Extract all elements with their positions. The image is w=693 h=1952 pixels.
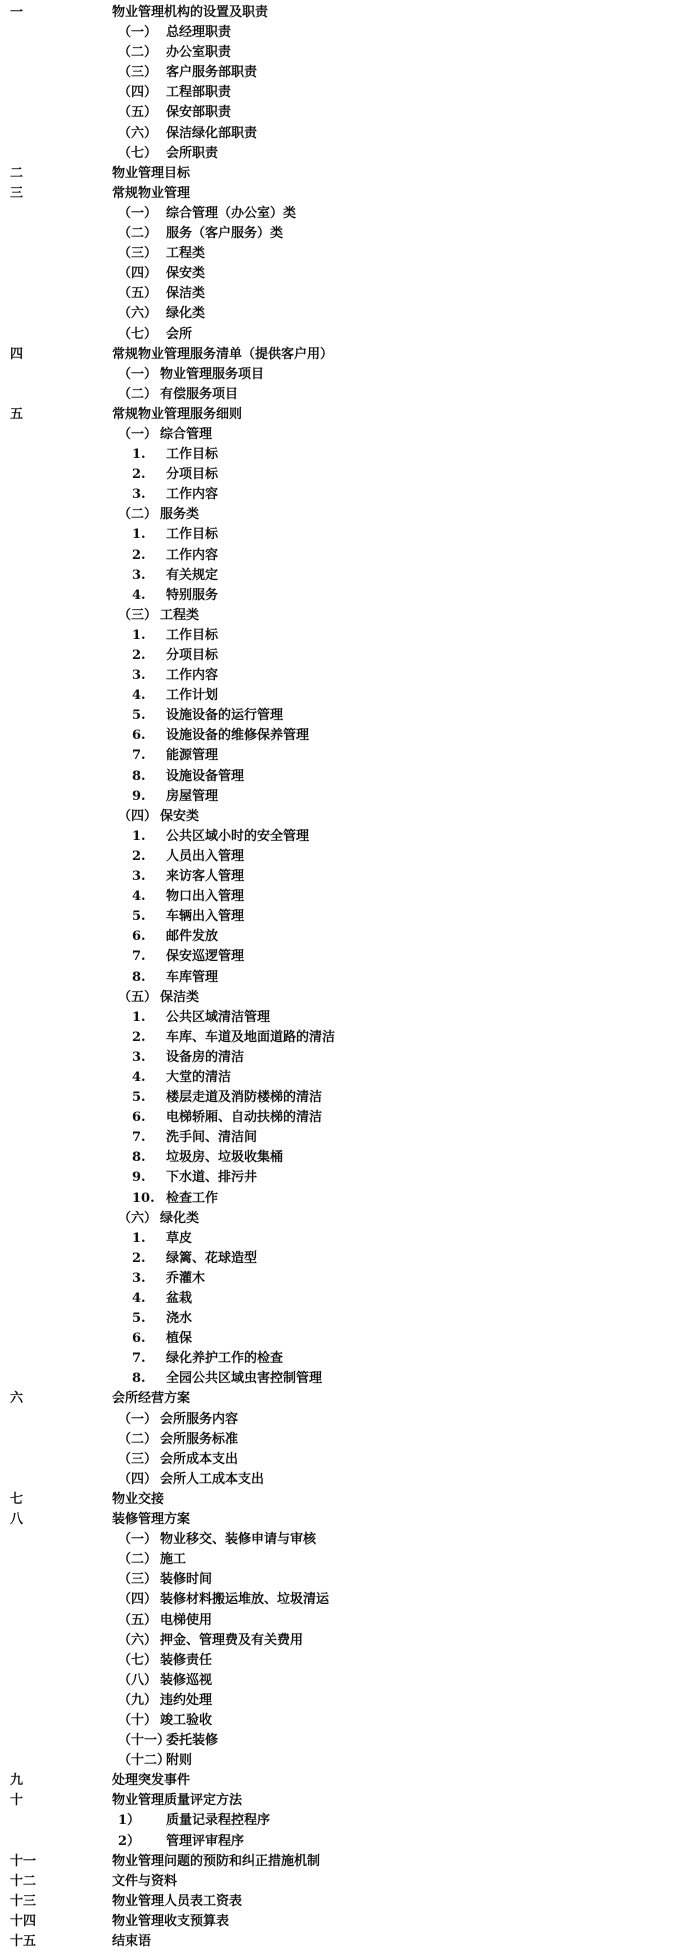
- toc-entry-number: 6.: [132, 929, 146, 945]
- toc-entry: [0, 3, 693, 23]
- toc-entry-title: 总经理职责: [166, 25, 232, 41]
- toc-entry: [0, 1510, 693, 1530]
- toc-entry: [0, 1450, 693, 1470]
- toc-entry: [0, 1490, 693, 1510]
- toc-entry-title: 客户服务部职责: [166, 65, 258, 81]
- toc-entry-number: 2.: [132, 547, 146, 563]
- toc-entry-number: （一）: [118, 205, 158, 221]
- toc-entry-title: 盆栽: [166, 1291, 193, 1306]
- toc-entry-number: （二）: [118, 386, 158, 402]
- toc-entry-title: 保洁绿化部职责: [166, 125, 258, 141]
- toc-entry-number: 七: [10, 1491, 24, 1507]
- toc-entry: [0, 1671, 693, 1691]
- toc-entry: [0, 63, 693, 83]
- toc-entry-title: 物业管理问题的预防和纠正措施机制: [112, 1853, 321, 1869]
- toc-entry-number: （三）: [118, 607, 158, 623]
- toc-entry-number: （十）: [118, 1712, 158, 1728]
- toc-entry-title: 会所人工成本支出: [160, 1471, 265, 1487]
- toc-entry-title: 工作目标: [166, 627, 219, 643]
- toc-entry-number: 2.: [132, 1029, 146, 1045]
- toc-entry-number: 8.: [132, 969, 146, 985]
- toc-entry: [0, 1430, 693, 1450]
- toc-entry: [0, 827, 693, 847]
- toc-entry-title: 植保: [166, 1331, 193, 1347]
- toc-entry-number: 4.: [132, 587, 146, 603]
- toc-entry: [0, 1068, 693, 1088]
- toc-entry-number: 3.: [132, 1270, 146, 1286]
- toc-entry: [0, 485, 693, 505]
- toc-entry: [0, 124, 693, 144]
- toc-entry-title: 工作内容: [166, 487, 219, 503]
- toc-entry-title: 浇水: [166, 1311, 193, 1327]
- toc-entry-number: （四）: [118, 808, 158, 824]
- toc-entry-title: 物业管理人员表工资表: [112, 1893, 243, 1909]
- toc-entry-title: 下水道、排污井: [166, 1170, 258, 1186]
- toc-entry-number: （六）: [118, 306, 158, 322]
- toc-entry-title: 车辆出入管理: [166, 909, 245, 925]
- toc-entry: [0, 726, 693, 746]
- toc-entry-number: （六）: [118, 1632, 158, 1648]
- toc-entry: [0, 1249, 693, 1269]
- toc-entry-title: 会所服务内容: [160, 1411, 239, 1427]
- toc-entry: [0, 405, 693, 425]
- toc-entry-number: （一）: [118, 426, 158, 442]
- toc-entry-title: 施工: [160, 1552, 187, 1568]
- toc-entry-title: 物业管理收支预算表: [112, 1913, 230, 1929]
- toc-entry-title: 综合管理: [160, 426, 213, 442]
- toc-entry: [0, 164, 693, 184]
- toc-entry-number: 一: [10, 5, 24, 20]
- toc-entry-title: 绿化类: [166, 306, 206, 322]
- toc-entry-title: 电梯轿厢、自动扶梯的清洁: [166, 1110, 323, 1126]
- toc-entry-title: 电梯使用: [160, 1612, 213, 1628]
- toc-entry-title: 管理评审程序: [166, 1833, 245, 1849]
- toc-entry-number: 四: [10, 346, 24, 362]
- toc-entry-title: 装修时间: [160, 1572, 213, 1588]
- toc-entry-title: 服务（客户服务）类: [166, 226, 284, 242]
- toc-entry-title: 保安类: [160, 808, 200, 824]
- toc-entry: [0, 1691, 693, 1711]
- toc-entry-title: 会所: [166, 326, 193, 342]
- toc-entry-title: 物业移交、装修申请与审核: [160, 1532, 317, 1548]
- toc-entry-number: 6.: [132, 1110, 146, 1126]
- toc-entry-number: （四）: [118, 1471, 158, 1487]
- toc-entry-title: 绿化类: [160, 1210, 200, 1226]
- toc-entry: [0, 787, 693, 807]
- toc-entry-title: 能源管理: [166, 748, 219, 764]
- toc-entry: [0, 907, 693, 927]
- toc-entry-number: （四）: [118, 266, 158, 282]
- toc-entry: [0, 1731, 693, 1751]
- toc-entry-title: 设备房的清洁: [166, 1049, 245, 1065]
- toc-entry: [0, 1410, 693, 1430]
- toc-entry-number: （三）: [118, 1451, 158, 1467]
- toc-entry-number: 5.: [132, 909, 146, 925]
- toc-entry: [0, 505, 693, 525]
- toc-entry-number: 十一: [10, 1853, 37, 1869]
- toc-entry-title: 保洁类: [166, 286, 206, 302]
- toc-entry-title: 工作目标: [166, 527, 219, 543]
- toc-entry-number: （五）: [118, 989, 158, 1005]
- toc-entry-number: 4.: [132, 1069, 146, 1085]
- toc-entry: [0, 706, 693, 726]
- toc-entry-title: 人员出入管理: [166, 848, 245, 864]
- toc-entry: [0, 847, 693, 867]
- toc-entry-number: （三）: [118, 65, 158, 81]
- toc-entry-number: 3.: [132, 869, 146, 885]
- toc-entry: [0, 284, 693, 304]
- toc-entry: [0, 666, 693, 686]
- toc-entry-number: 8.: [132, 768, 146, 784]
- toc-entry-number: 1.: [132, 527, 146, 543]
- toc-entry-number: （三）: [118, 1572, 158, 1588]
- toc-entry-number: 2.: [132, 848, 146, 864]
- toc-entry-number: 3.: [132, 487, 146, 503]
- toc-entry-number: （五）: [118, 286, 158, 302]
- toc-entry-number: 十二: [10, 1873, 37, 1889]
- toc-entry-title: 押金、管理费及有关费用: [160, 1632, 304, 1648]
- toc-entry-number: （八）: [118, 1672, 158, 1688]
- toc-entry-number: （一）: [118, 366, 158, 382]
- toc-entry: [0, 1590, 693, 1610]
- toc-entry: [0, 1269, 693, 1289]
- toc-entry: [0, 1791, 693, 1811]
- toc-entry: [0, 1229, 693, 1249]
- toc-entry-number: 3.: [132, 567, 146, 583]
- toc-entry-number: 5.: [132, 708, 146, 724]
- toc-entry-title: 公共区域清洁管理: [166, 1009, 271, 1025]
- toc-entry-number: 2）: [118, 1833, 141, 1849]
- toc-entry-title: 车库管理: [166, 969, 219, 985]
- toc-entry-title: 绿篱、花球造型: [166, 1250, 258, 1266]
- toc-entry: [0, 566, 693, 586]
- toc-entry-number: （十一）: [118, 1733, 171, 1749]
- toc-entry-title: 会所服务标准: [160, 1431, 239, 1447]
- toc-entry: [0, 1108, 693, 1128]
- toc-entry-number: 5.: [132, 1311, 146, 1327]
- toc-entry-number: 1.: [132, 828, 146, 844]
- toc-entry-title: 有偿服务项目: [160, 386, 239, 402]
- toc-entry-number: （二）: [118, 1431, 158, 1447]
- toc-entry-number: 9.: [132, 788, 146, 804]
- toc-entry-number: （六）: [118, 1210, 158, 1226]
- toc-entry-title: 保安类: [166, 266, 206, 282]
- toc-entry: [0, 586, 693, 606]
- toc-entry-title: 物业管理目标: [112, 165, 191, 181]
- toc-entry-number: 5.: [132, 1090, 146, 1106]
- toc-entry: [0, 1872, 693, 1892]
- toc-entry-title: 来访客人管理: [166, 869, 245, 885]
- toc-entry-title: 会所职责: [166, 145, 219, 161]
- toc-entry-number: 7.: [132, 748, 146, 764]
- toc-entry-number: 九: [10, 1773, 24, 1789]
- toc-entry-title: 物业管理质量评定方法: [112, 1793, 243, 1809]
- toc-entry: [0, 1550, 693, 1570]
- toc-entry-title: 公共区域小时的安全管理: [166, 828, 310, 844]
- toc-entry-number: 6.: [132, 728, 146, 744]
- toc-entry: [0, 767, 693, 787]
- toc-entry-title: 邮件发放: [166, 929, 219, 945]
- toc-entry-number: （七）: [118, 145, 158, 161]
- toc-entry: [0, 1751, 693, 1771]
- toc-entry-title: 常规物业管理: [112, 185, 191, 201]
- toc-entry: [0, 43, 693, 63]
- toc-entry: [0, 1711, 693, 1731]
- toc-entry-title: 附则: [166, 1753, 193, 1769]
- toc-entry-title: 物业交接: [112, 1491, 165, 1507]
- toc-entry-number: 2.: [132, 648, 146, 663]
- toc-entry-title: 委托装修: [166, 1733, 219, 1749]
- toc-entry-title: 常规物业管理服务细则: [112, 406, 243, 422]
- toc-entry: [0, 1289, 693, 1309]
- toc-entry-title: 装修材料搬运堆放、垃圾清运: [160, 1592, 330, 1608]
- toc-entry: [0, 1349, 693, 1369]
- toc-entry-number: 6.: [132, 1331, 146, 1347]
- toc-entry-title: 房屋管理: [166, 788, 219, 804]
- toc-entry-title: 物业管理服务项目: [160, 366, 265, 382]
- toc-entry: [0, 365, 693, 385]
- toc-entry-number: 三: [10, 185, 24, 201]
- toc-entry: [0, 1631, 693, 1651]
- toc-entry: [0, 1028, 693, 1048]
- toc-entry: [0, 325, 693, 345]
- toc-entry-title: 竣工验收: [160, 1712, 213, 1728]
- toc-entry-title: 设施设备管理: [166, 768, 245, 784]
- toc-entry: [0, 1309, 693, 1329]
- toc-entry: [0, 1611, 693, 1631]
- toc-entry: [0, 626, 693, 646]
- toc-entry: [0, 546, 693, 566]
- toc-entry: [0, 224, 693, 244]
- toc-entry-title: 物业管理机构的设置及职责: [112, 5, 269, 20]
- toc-entry-number: 八: [10, 1512, 24, 1528]
- toc-entry: [0, 887, 693, 907]
- toc-entry: [0, 1771, 693, 1791]
- toc-entry: [0, 264, 693, 284]
- toc-entry-number: （三）: [118, 246, 158, 262]
- toc-entry-title: 保安部职责: [166, 105, 232, 121]
- toc-entry-number: 4.: [132, 688, 146, 704]
- toc-entry-number: 十: [10, 1793, 24, 1809]
- toc-entry: [0, 988, 693, 1008]
- toc-entry-number: （九）: [118, 1692, 158, 1708]
- toc-entry: [0, 103, 693, 123]
- toc-entry-title: 文件与资料: [112, 1873, 178, 1889]
- toc-entry-title: 检查工作: [166, 1190, 219, 1206]
- toc-entry: [0, 1048, 693, 1068]
- toc-entry-number: （七）: [118, 1652, 158, 1668]
- toc-entry-number: 十四: [10, 1913, 37, 1929]
- toc-entry-title: 质量记录程控程序: [166, 1813, 271, 1829]
- toc-entry: [0, 465, 693, 485]
- toc-entry-title: 车库、车道及地面道路的清洁: [166, 1029, 336, 1045]
- toc-entry-title: 特别服务: [166, 587, 219, 603]
- toc-entry-number: 1.: [132, 1009, 146, 1025]
- table-of-contents: [0, 3, 693, 1952]
- toc-entry: [0, 867, 693, 887]
- toc-entry: [0, 1209, 693, 1229]
- toc-entry: [0, 445, 693, 465]
- toc-entry-title: 服务类: [160, 507, 200, 523]
- toc-entry: [0, 1008, 693, 1028]
- toc-entry-title: 会所经营方案: [112, 1391, 191, 1407]
- toc-entry-number: 五: [10, 406, 24, 422]
- toc-entry: [0, 947, 693, 967]
- toc-entry-number: 7.: [132, 949, 146, 965]
- toc-entry-title: 设施设备的运行管理: [166, 708, 284, 724]
- toc-entry: [0, 1148, 693, 1168]
- toc-entry: [0, 1470, 693, 1490]
- toc-entry-number: （二）: [118, 226, 158, 242]
- toc-entry-title: 工作内容: [166, 547, 219, 563]
- toc-entry: [0, 1088, 693, 1108]
- toc-entry: [0, 1811, 693, 1831]
- toc-entry: [0, 1189, 693, 1209]
- toc-entry-number: 3.: [132, 668, 146, 684]
- toc-entry-title: 装修巡视: [160, 1672, 213, 1688]
- toc-entry-number: （二）: [118, 1552, 158, 1568]
- toc-entry-title: 违约处理: [160, 1692, 213, 1708]
- toc-entry: [0, 1912, 693, 1932]
- toc-entry: [0, 646, 693, 666]
- toc-entry: [0, 345, 693, 365]
- toc-entry-number: 3.: [132, 1049, 146, 1065]
- toc-entry-number: 2.: [132, 467, 146, 483]
- toc-entry-title: 草皮: [166, 1230, 193, 1246]
- toc-entry-number: （一）: [118, 1411, 158, 1427]
- toc-entry-title: 乔灌木: [166, 1270, 206, 1286]
- toc-entry-number: 4.: [132, 1291, 146, 1306]
- toc-entry-number: （一）: [118, 25, 158, 41]
- toc-entry-title: 处理突发事件: [112, 1773, 191, 1789]
- toc-entry-number: 1.: [132, 447, 146, 463]
- toc-entry: [0, 1369, 693, 1389]
- toc-entry-number: 2.: [132, 1250, 146, 1266]
- toc-entry-number: 8.: [132, 1150, 146, 1166]
- toc-entry-title: 工程部职责: [166, 85, 232, 101]
- toc-entry-title: 工程类: [160, 607, 200, 623]
- toc-entry: [0, 1932, 693, 1952]
- toc-entry-title: 楼层走道及消防楼梯的清洁: [166, 1090, 323, 1106]
- toc-entry: [0, 23, 693, 43]
- toc-entry-number: 7.: [132, 1130, 146, 1146]
- toc-entry: [0, 385, 693, 405]
- toc-entry-title: 洗手间、清洁间: [166, 1130, 258, 1146]
- toc-entry-number: 7.: [132, 1351, 146, 1367]
- toc-entry: [0, 425, 693, 445]
- toc-entry: [0, 1570, 693, 1590]
- toc-entry-number: （五）: [118, 105, 158, 121]
- toc-entry-title: 装修管理方案: [112, 1512, 191, 1528]
- toc-entry-number: （二）: [118, 45, 158, 61]
- toc-entry-number: 1.: [132, 1230, 146, 1246]
- toc-entry: [0, 184, 693, 204]
- toc-entry-title: 工程类: [166, 246, 206, 262]
- toc-entry-number: 9.: [132, 1170, 146, 1186]
- toc-entry-number: 1）: [118, 1813, 141, 1829]
- toc-entry-number: 二: [10, 165, 24, 181]
- toc-entry-number: 4.: [132, 889, 146, 905]
- toc-entry-title: 绿化养护工作的检查: [166, 1351, 284, 1367]
- toc-entry-title: 保洁类: [160, 989, 200, 1005]
- toc-entry-title: 工作计划: [166, 688, 219, 704]
- toc-entry-number: （十二）: [118, 1753, 171, 1769]
- toc-entry-number: 1.: [132, 627, 146, 643]
- toc-entry-number: 十三: [10, 1893, 37, 1909]
- toc-entry-number: （六）: [118, 125, 158, 141]
- toc-entry-number: （二）: [118, 507, 158, 523]
- toc-entry-number: （五）: [118, 1612, 158, 1628]
- toc-entry-title: 工作内容: [166, 668, 219, 684]
- toc-entry-title: 保安巡逻管理: [166, 949, 245, 965]
- toc-entry: [0, 204, 693, 224]
- toc-entry: [0, 1329, 693, 1349]
- toc-entry: [0, 927, 693, 947]
- toc-entry-title: 综合管理（办公室）类: [166, 205, 297, 221]
- toc-entry-number: 8.: [132, 1371, 146, 1387]
- toc-entry-title: 有关规定: [166, 567, 219, 583]
- toc-entry: [0, 244, 693, 264]
- toc-entry: [0, 1852, 693, 1872]
- toc-entry: [0, 686, 693, 706]
- toc-entry: [0, 144, 693, 164]
- toc-entry-title: 常规物业管理服务清单（提供客户用）: [112, 346, 334, 362]
- toc-entry-title: 分项目标: [166, 648, 219, 663]
- toc-entry-title: 垃圾房、垃圾收集桶: [166, 1150, 284, 1166]
- toc-entry-title: 工作目标: [166, 447, 219, 463]
- toc-entry-number: （一）: [118, 1532, 158, 1548]
- toc-entry-title: 物口出入管理: [166, 889, 245, 905]
- toc-entry-title: 设施设备的维修保养管理: [166, 728, 310, 744]
- toc-entry: [0, 1128, 693, 1148]
- toc-entry: [0, 1168, 693, 1188]
- toc-entry: [0, 1651, 693, 1671]
- toc-entry: [0, 968, 693, 988]
- toc-entry: [0, 606, 693, 626]
- toc-entry: [0, 525, 693, 545]
- toc-entry: [0, 1832, 693, 1852]
- toc-entry-title: 大堂的清洁: [166, 1069, 232, 1085]
- toc-entry: [0, 807, 693, 827]
- toc-entry-number: （七）: [118, 326, 158, 342]
- toc-entry-title: 办公室职责: [166, 45, 232, 61]
- toc-entry: [0, 1892, 693, 1912]
- toc-entry-title: 结束语: [112, 1934, 152, 1949]
- toc-entry-number: 10.: [132, 1190, 155, 1206]
- toc-entry-number: 六: [10, 1391, 24, 1407]
- toc-entry-title: 分项目标: [166, 467, 219, 483]
- toc-entry: [0, 304, 693, 324]
- toc-entry-title: 会所成本支出: [160, 1451, 239, 1467]
- toc-entry-number: （四）: [118, 1592, 158, 1608]
- toc-entry-title: 装修责任: [160, 1652, 213, 1668]
- toc-entry: [0, 83, 693, 103]
- toc-entry: [0, 1389, 693, 1409]
- toc-entry: [0, 1530, 693, 1550]
- toc-entry: [0, 746, 693, 766]
- toc-entry-number: （四）: [118, 85, 158, 101]
- toc-entry-title: 全园公共区域虫害控制管理: [166, 1371, 323, 1387]
- toc-entry-number: 十五: [10, 1934, 37, 1949]
